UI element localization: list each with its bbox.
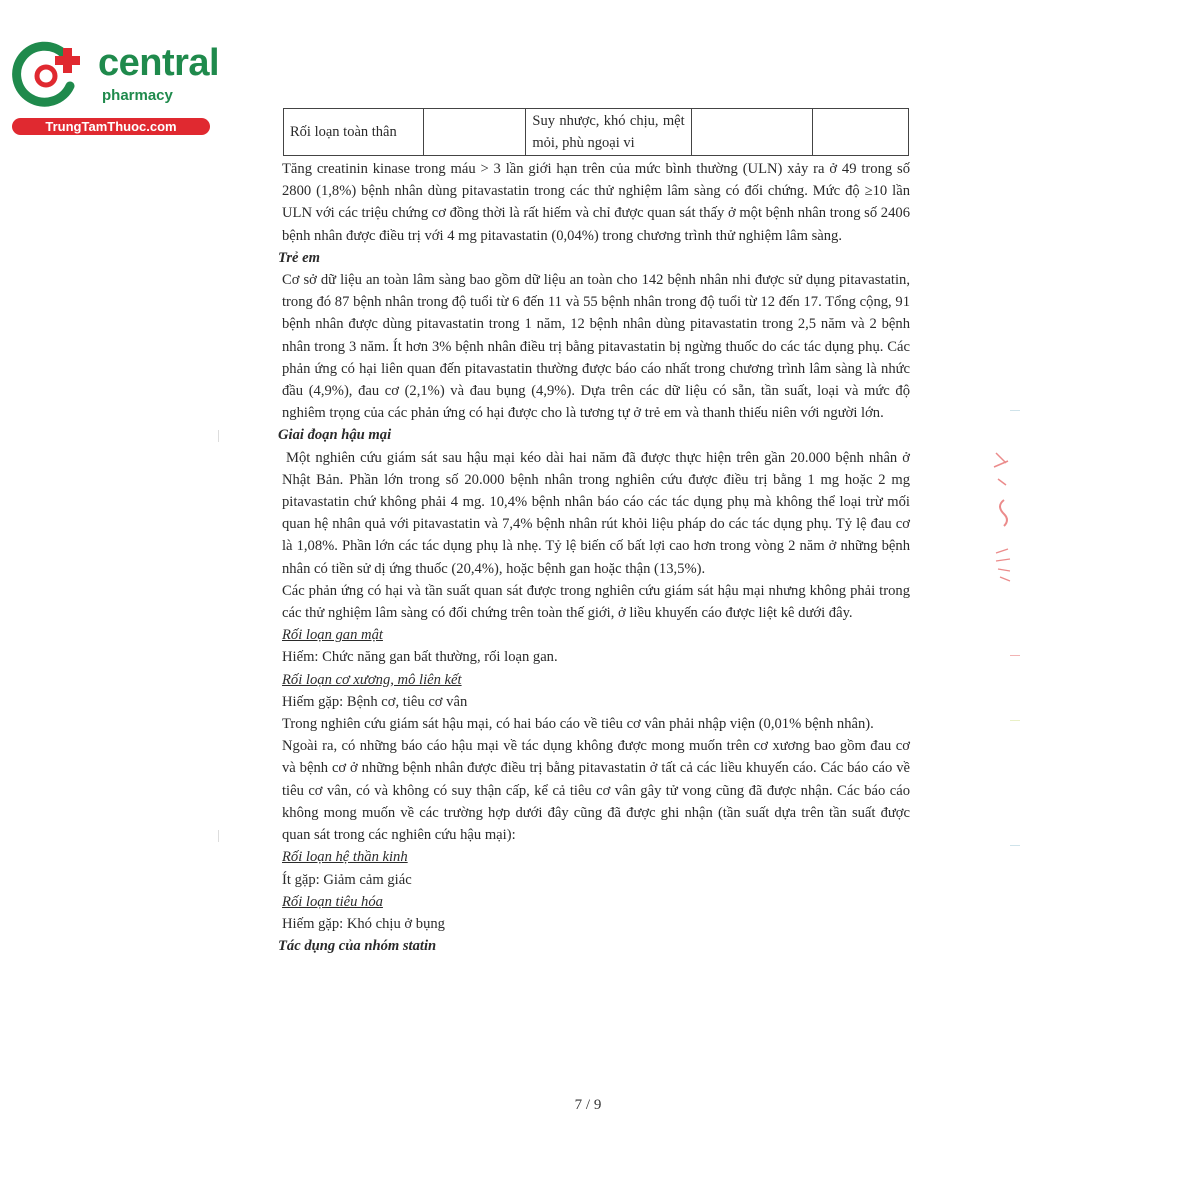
- central-pharmacy-logo-icon: [12, 40, 82, 110]
- subheading-nervous-system: Rối loạn hệ thần kinh: [282, 849, 408, 866]
- subheading-musculoskeletal: Rối loạn cơ xương, mô liên kết: [282, 671, 462, 688]
- margin-tick: [1010, 845, 1020, 846]
- margin-tick: [218, 830, 219, 842]
- brand-subtitle: pharmacy: [102, 87, 173, 104]
- margin-tick: [1010, 655, 1020, 656]
- heading-post-marketing: Giai đoạn hậu mại: [278, 427, 392, 444]
- list-item-nervous-system: Ít gặp: Giảm cảm giác: [282, 871, 412, 888]
- list-item-gastrointestinal: Hiếm gặp: Khó chịu ở bụng: [282, 915, 445, 932]
- list-item-hepatobiliary: Hiếm: Chức năng gan bất thường, rối loạn gan.: [282, 649, 558, 666]
- brand-name: central: [98, 42, 220, 84]
- paragraph-creatine-kinase: Tăng creatinin kinase trong máu > 3 lần giới hạn trên của mức bình thường (ULN) xảy ra ở 49 trong số 2800 (1,8%) bệnh nhân dùng pitavastatin trong các thử nghiệm lâm sàng có đối chứng. Mức độ ≥10 lần ULN với các triệu chứng cơ đồng thời là rất hiếm và chỉ được quan sát thấy ở một bệnh nhân trong số 2406 bệnh nhân được điều trị với 4 mg pitavastatin (0,04%) trong chương trình thử nghiệm lâm sàng.: [282, 161, 910, 244]
- brand-logo: [10, 38, 220, 138]
- paragraph-rhabdomyolysis: Trong nghiên cứu giám sát hậu mại, có hai báo cáo về tiêu cơ vân phải nhập viện (0,01% bệnh nhân).: [282, 716, 874, 733]
- subheading-gastrointestinal: Rối loạn tiêu hóa: [282, 893, 383, 910]
- margin-tick: [218, 430, 219, 442]
- table-cell: [691, 109, 812, 156]
- adverse-reactions-table: [283, 108, 909, 156]
- margin-tick: [1010, 410, 1020, 411]
- list-item-musculoskeletal: Hiếm gặp: Bệnh cơ, tiêu cơ vân: [282, 693, 468, 710]
- document-body: [278, 158, 910, 957]
- paragraph-post-marketing-list-intro: Các phản ứng có hại và tần suất quan sát được trong nghiên cứu giám sát hậu mại nhưng không phải trong các thử nghiệm lâm sàng có đối chứng trên toàn thế giới, ở liều khuyến cáo được liệt kê dưới đây.: [282, 582, 910, 622]
- stamp-mark-icon: [990, 445, 1018, 585]
- table-cell: [424, 109, 526, 156]
- paragraph-children: Cơ sở dữ liệu an toàn lâm sàng bao gồm dữ liệu an toàn cho 142 bệnh nhân nhi được sử dụng pitavastatin, trong đó 87 bệnh nhân trong độ tuổi từ 6 đến 11 và 55 bệnh nhân trong độ tuổi từ 12 đến 17. Tổng cộng, 91 bệnh nhân được dùng pitavastatin trong 1 năm, 12 bệnh nhân dùng pitavastatin trong 2,5 năm và 2 bệnh nhân trong 3 năm. Ít hơn 3% bệnh nhân điều trị bằng pitavastatin bị ngừng thuốc do các tác dụng phụ. Các phản ứng có hại liên quan đến pitavastatin thường được báo cáo nhất trong chương trình lâm sàng là nhức đầu (4,9%), đau cơ (2,1%) và đau bụng (4,9%). Dựa trên các dữ liệu có sẵn, tần suất, loại và mức độ nghiêm trọng của các phản ứng có hại được cho là tương tự ở trẻ em và thanh thiếu niên với người lớn.: [282, 272, 910, 422]
- paragraph-additional-reports: Ngoài ra, có những báo cáo hậu mại về tác dụng không được mong muốn trên cơ xương bao gồm đau cơ và bệnh cơ ở những bệnh nhân được điều trị bằng pitavastatin ở tất cả các liều khuyến cáo. Các báo cáo về tiêu cơ vân, có và không có suy thận cấp, kể cả tiêu cơ vân gây tử vong cũng đã được nhận. Các báo cáo không mong muốn về các trường hợp dưới đây cũng đã được ghi nhận (tần suất dựa trên tần suất được quan sát trong các nghiên cứu hậu mại):: [282, 738, 910, 844]
- table-cell-organ-class: Rối loạn toàn thân: [284, 109, 424, 156]
- margin-tick: [1010, 720, 1020, 721]
- heading-statin-class-effects: Tác dụng của nhóm statin: [278, 938, 437, 955]
- table-cell-reactions: Suy nhược, khó chịu, mệt mỏi, phù ngoại vi: [526, 109, 691, 156]
- page-number: 7 / 9: [574, 1097, 602, 1113]
- table-row: [284, 109, 909, 156]
- table-cell: [812, 109, 908, 156]
- brand-website-banner: TrungTamThuoc.com: [12, 118, 210, 135]
- heading-children: Trẻ em: [278, 249, 321, 266]
- subheading-hepatobiliary: Rối loạn gan mật: [282, 627, 383, 644]
- paragraph-post-marketing-study: Một nghiên cứu giám sát sau hậu mại kéo dài hai năm đã được thực hiện trên gần 20.000 bệnh nhân ở Nhật Bản. Phần lớn trong số 20.000 bệnh nhân trong nghiên cứu được điều trị bằng 1 mg hoặc 2 mg pitavastatin chứ không phải 4 mg. 10,4% bệnh nhân báo cáo các tác dụng phụ mà không thể loại trừ mối quan hệ nhân quả với pitavastatin và 7,4% bệnh nhân rút khỏi liệu pháp do các tác dụng phụ. Tỷ lệ đau cơ là 1,08%. Phần lớn các tác dụng phụ là nhẹ. Tỷ lệ biến cố bất lợi cao hơn trong vòng 2 năm ở những bệnh nhân có tiền sử dị ứng thuốc (20,4%), hoặc bệnh gan hoặc thận (13,5%).: [282, 449, 910, 577]
